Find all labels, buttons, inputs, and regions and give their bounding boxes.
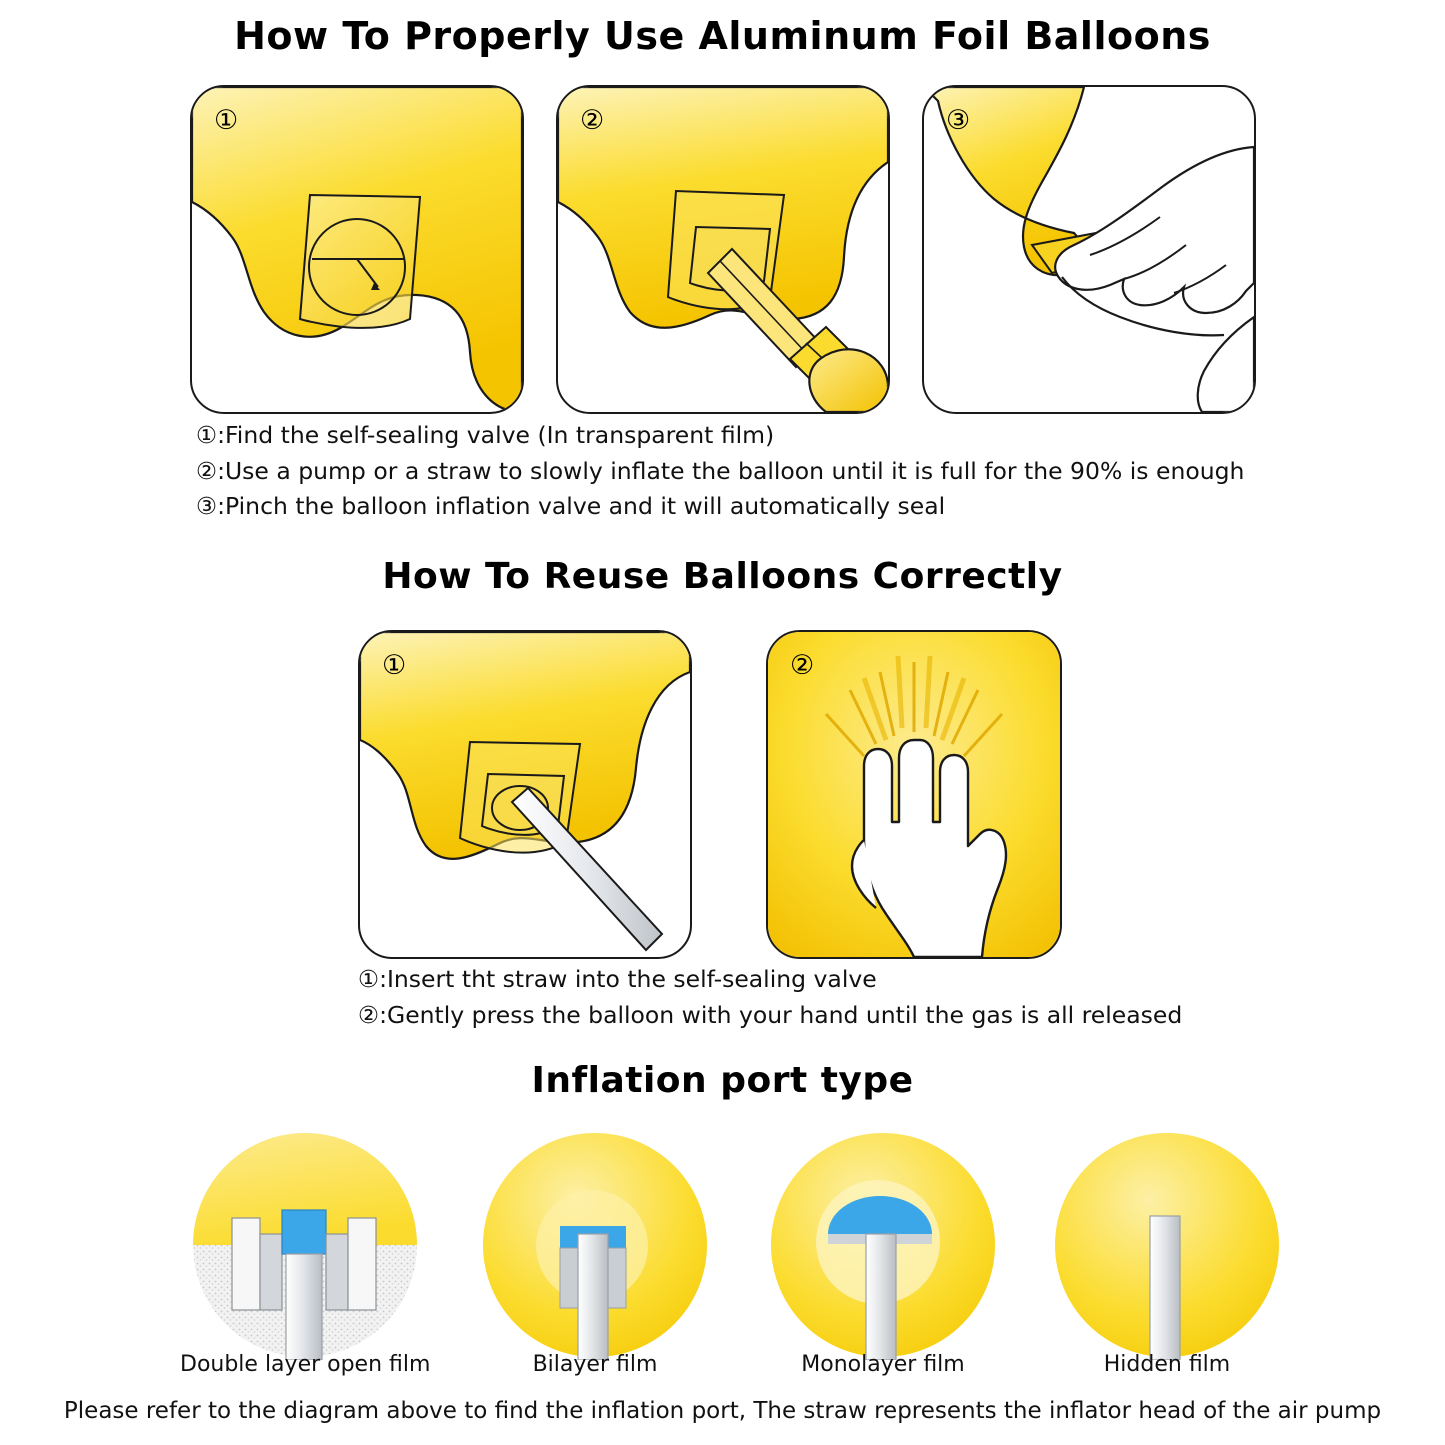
reuse-badge-1: ① [382,650,407,681]
panel-insert-straw [358,630,692,959]
page-title-use: How To Properly Use Aluminum Foil Balloons [234,14,1211,58]
caption-reuse-2: ②:Gently press the balloon with your hand until the gas is all released [358,1000,1183,1029]
port-label-double-layer-open-film: Double layer open film [180,1352,431,1377]
page-title-ports: Inflation port type [531,1060,914,1101]
footer-note: Please refer to the diagram above to find the inflation port, The straw represents the inflator head of the air pump [63,1398,1382,1424]
panel-press-balloon [766,630,1062,959]
port-monolayer-film [768,1130,998,1360]
step-badge-1: ① [214,105,239,136]
port-label-hidden-film: Hidden film [1103,1352,1231,1377]
port-label-monolayer-film: Monolayer film [801,1352,965,1377]
port-hidden-film [1052,1130,1282,1360]
panel-inflate-with-straw [556,85,890,414]
port-bilayer-film [480,1130,710,1360]
reuse-badge-2: ② [790,650,815,681]
port-label-bilayer-film: Bilayer film [532,1352,658,1377]
step-badge-3: ③ [946,105,971,136]
port-double-layer-open-film [190,1130,420,1360]
captions-reuse [358,962,1182,1033]
caption-use-1: ①:Find the self-sealing valve (In transparent film) [196,421,775,449]
caption-use-2: ②:Use a pump or a straw to slowly inflate the balloon until it is full for the 90% is enough [196,456,1245,485]
caption-reuse-1: ①:Insert tht straw into the self-sealing valve [358,965,877,993]
captions-use [196,418,1244,525]
panel-find-valve [190,85,524,414]
page-title-reuse: How To Reuse Balloons Correctly [382,556,1063,597]
step-badge-2: ② [580,105,605,136]
caption-use-3: ③:Pinch the balloon inflation valve and it will automatically seal [196,492,946,521]
panel-pinch-valve [922,85,1256,414]
